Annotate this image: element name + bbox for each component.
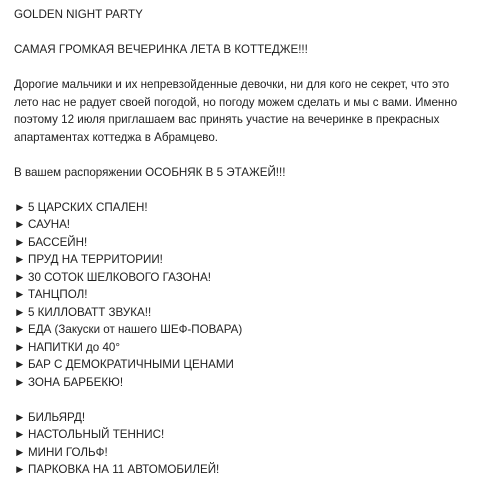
list-item [14,199,478,217]
intro-line: Дорогие мальчики и их непревзойденные девочки, ни для кого не секрет, что это [14,78,450,91]
list-item [14,409,478,427]
feature-text: САУНА! [28,218,71,231]
arrow-bullet-icon: ► [14,305,26,319]
feature-text: ЗОНА БАРБЕКЮ! [28,375,124,389]
intro-line: поэтому 12 июля приглашаем вас принять участие на вечеринке в прекрасных [14,113,440,126]
list-item [14,321,478,339]
arrow-bullet-icon: ► [14,445,26,459]
arrow-bullet-icon: ► [14,218,26,231]
feature-text: НАПИТКИ до 40° [28,340,120,354]
spacer [14,24,478,42]
arrow-bullet-icon: ► [14,323,26,336]
intro-line: лето нас не радует своей погодой, но погоду можем сделать и мы с вами. Именно [14,95,458,109]
feature-text: БАР С ДЕМОКРАТИЧНЫМИ ЦЕНАМИ [28,358,234,371]
list-item [14,286,478,304]
arrow-bullet-icon: ► [14,375,26,389]
feature-text: ПРУД НА ТЕРРИТОРИИ! [28,253,163,266]
arrow-bullet-icon: ► [14,253,26,266]
feature-text: 5 ЦАРСКИХ СПАЛЕН! [28,200,148,214]
extra-text: МИНИ ГОЛЬФ! [28,445,108,459]
spacer [14,59,478,77]
list-item [14,444,478,462]
mansion-line: В вашем распоряжении ОСОБНЯК В 5 ЭТАЖЕЙ!!! [14,165,286,179]
spacer [14,391,478,409]
feature-text: ЕДА (Закуски от нашего ШЕФ-ПОВАРА) [28,323,243,336]
arrow-bullet-icon: ► [14,200,26,214]
extra-text: НАСТОЛЬНЫЙ ТЕННИС! [28,428,165,441]
feature-text: 30 СОТОК ШЕЛКОВОГО ГАЗОНА! [28,270,211,284]
list-item [14,234,478,252]
list-item [14,374,478,392]
feature-text: ТАНЦПОЛ! [28,288,88,301]
arrow-bullet-icon: ► [14,358,26,371]
post-headline: САМАЯ ГРОМКАЯ ВЕЧЕРИНКА ЛЕТА В КОТТЕДЖЕ!!! [14,43,308,56]
list-item [14,216,478,234]
arrow-bullet-icon: ► [14,463,26,476]
extra-text: ПАРКОВКА НА 11 АВТОМОБИЛЕЙ! [28,463,220,476]
arrow-bullet-icon: ► [14,410,26,424]
arrow-bullet-icon: ► [14,235,26,249]
intro-paragraph [14,76,478,146]
extras-list [14,409,478,479]
list-item [14,304,478,322]
arrow-bullet-icon: ► [14,340,26,354]
features-list [14,199,478,392]
spacer [14,181,478,199]
arrow-bullet-icon: ► [14,288,26,301]
list-item [14,251,478,269]
extra-text: БИЛЬЯРД! [28,410,86,424]
intro-line: апартаментах коттеджа в Абрамцево. [14,130,219,144]
post-title: GOLDEN NIGHT PARTY [14,8,143,21]
feature-text: 5 КИЛЛОВАТТ ЗВУКА!! [28,305,152,319]
list-item [14,426,478,444]
feature-text: БАССЕЙН! [28,235,88,249]
arrow-bullet-icon: ► [14,270,26,284]
list-item [14,356,478,374]
spacer [14,146,478,164]
list-item [14,339,478,357]
arrow-bullet-icon: ► [14,428,26,441]
list-item [14,269,478,287]
